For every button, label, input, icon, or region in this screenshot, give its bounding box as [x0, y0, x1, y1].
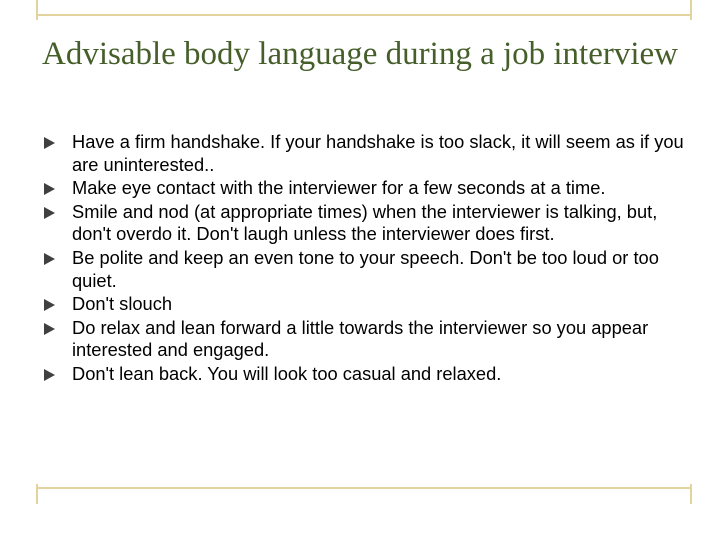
bullet-text: Smile and nod (at appropriate times) when the interviewer is talking, but, don't overdo it. Don't laugh unless the interviewer does first.: [72, 200, 658, 245]
bullet-text: Be polite and keep an even tone to your speech. Don't be too loud or too quiet.: [72, 246, 659, 291]
top-divider: [36, 14, 692, 16]
bullet-item: [44, 247, 684, 292]
top-right-corner-line: [690, 0, 692, 20]
triangle-bullet-icon: [44, 299, 55, 311]
bullet-item: [44, 293, 684, 316]
triangle-bullet-icon: [44, 183, 55, 195]
bullet-item: [44, 363, 684, 386]
bottom-left-corner-line: [36, 484, 38, 504]
top-left-corner-line: [36, 0, 38, 20]
bullet-list: [44, 131, 684, 387]
bullet-item: [44, 201, 684, 246]
triangle-bullet-icon: [44, 207, 55, 219]
bullet-text: Make eye contact with the interviewer for a few seconds at a time.: [72, 177, 606, 199]
bottom-divider: [36, 487, 692, 489]
triangle-bullet-icon: [44, 137, 55, 149]
bullet-text: Don't slouch: [72, 293, 173, 315]
triangle-bullet-icon: [44, 369, 55, 381]
bottom-right-corner-line: [690, 484, 692, 504]
triangle-bullet-icon: [44, 323, 55, 335]
triangle-bullet-icon: [44, 253, 55, 265]
bullet-text: Have a firm handshake. If your handshake is too slack, it will seem as if you are uninterested..: [72, 131, 684, 175]
bullet-text: Don't lean back. You will look too casual and relaxed.: [72, 362, 502, 384]
bullet-item: [44, 317, 684, 362]
slide-title: Advisable body language during a job interview: [42, 36, 679, 72]
bullet-item: [44, 177, 684, 200]
bullet-item: [44, 131, 684, 176]
bullet-text: Do relax and lean forward a little towards the interviewer so you appear interested and engaged.: [72, 316, 649, 361]
